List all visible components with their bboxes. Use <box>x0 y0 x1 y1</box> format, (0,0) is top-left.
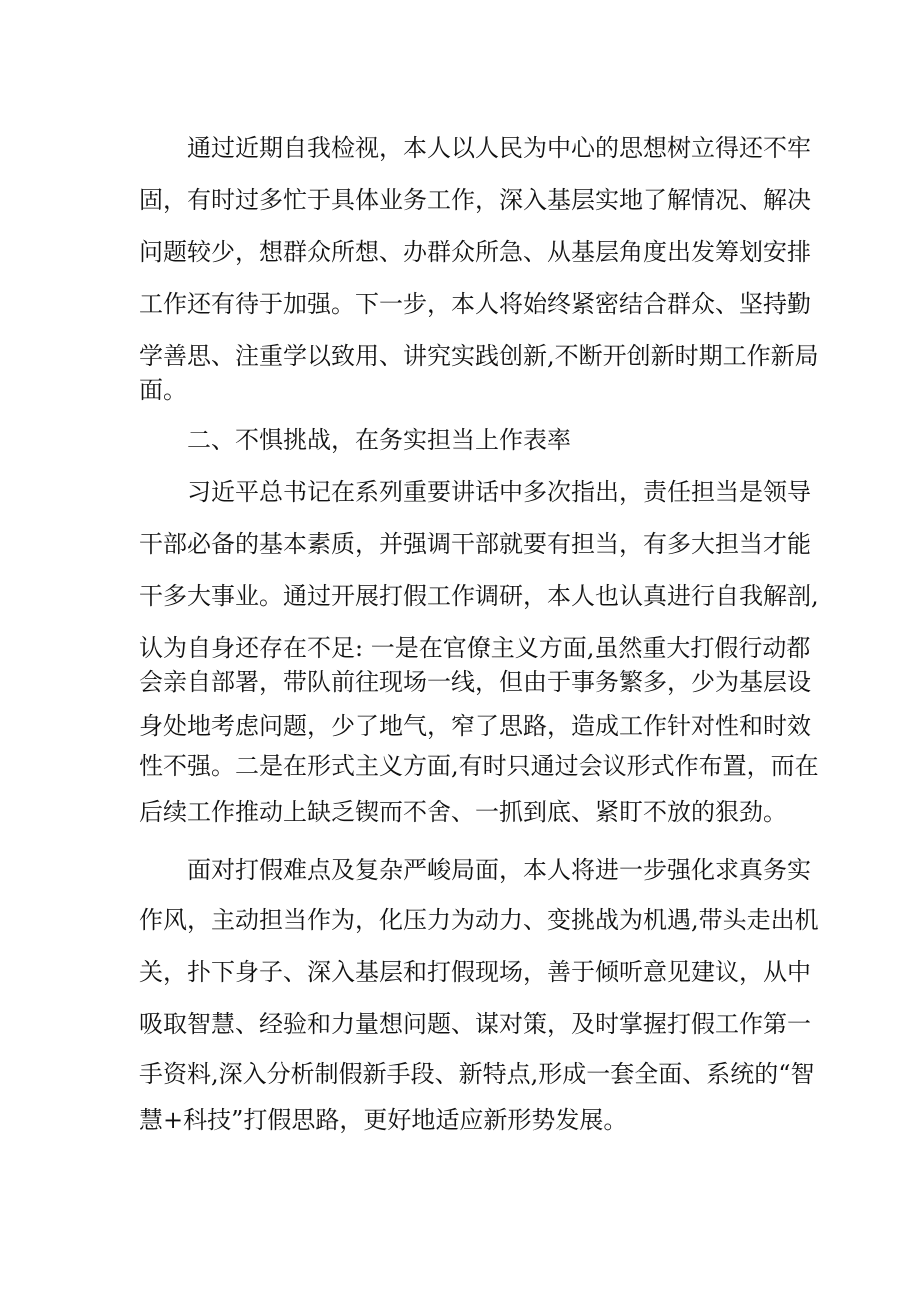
text-line: 面。 <box>139 376 187 404</box>
text-line: 认为自身还存在不足: 一是在官僚主义方面,虽然重大打假行动都 <box>139 634 811 662</box>
text-line: 作风，主动担当作为，化压力为动力、变挑战为机遇,带头走出机 <box>139 906 819 934</box>
text-line: 干多大事业。通过开展打假工作调研，本人也认真进行自我解剖, <box>139 582 819 610</box>
text-line: 固，有时过多忙于具体业务工作，深入基层实地了解情况、解决 <box>139 186 811 214</box>
text-line: 身处地考虑问题，少了地气，窄了思路，造成工作针对性和时效 <box>139 712 811 740</box>
text-line: 后续工作推动上缺乏锲而不舍、一抓到底、紧盯不放的狠劲。 <box>139 798 787 826</box>
text-line: 习近平总书记在系列重要讲话中多次指出，责任担当是领导 <box>187 478 811 506</box>
section-heading: 二、不惧挑战，在务实担当上作表率 <box>187 426 571 454</box>
text-line: 慧+科技”打假思路，更好地适应新形势发展。 <box>139 1106 628 1134</box>
text-line: 工作还有待于加强。下一步，本人将始终紧密结合群众、坚持勤 <box>139 290 811 318</box>
text-line: 关，扑下身子、深入基层和打假现场，善于倾听意见建议，从中 <box>139 958 811 986</box>
text-line: 学善思、注重学以致用、讲究实践创新,不断开创新时期工作新局 <box>139 342 819 370</box>
text-line: 性不强。二是在形式主义方面,有时只通过会议形式作布置，而在 <box>139 752 819 780</box>
text-line: 干部必备的基本素质，并强调干部就要有担当，有多大担当才能 <box>139 530 811 558</box>
text-line: 通过近期自我检视，本人以人民为中心的思想树立得还不牢 <box>187 134 811 162</box>
text-line: 问题较少，想群众所想、办群众所急、从基层角度出发筹划安排 <box>139 238 811 266</box>
text-line: 面对打假难点及复杂严峻局面，本人将进一步强化求真务实 <box>187 856 811 884</box>
text-line: 吸取智慧、经验和力量想问题、谋对策，及时掌握打假工作第一 <box>139 1010 811 1038</box>
text-line: 会亲自部署，带队前往现场一线，但由于事务繁多，少为基层设 <box>139 668 811 696</box>
text-line: 手资料,深入分析制假新手段、新特点,形成一套全面、系统的“智 <box>139 1060 815 1088</box>
